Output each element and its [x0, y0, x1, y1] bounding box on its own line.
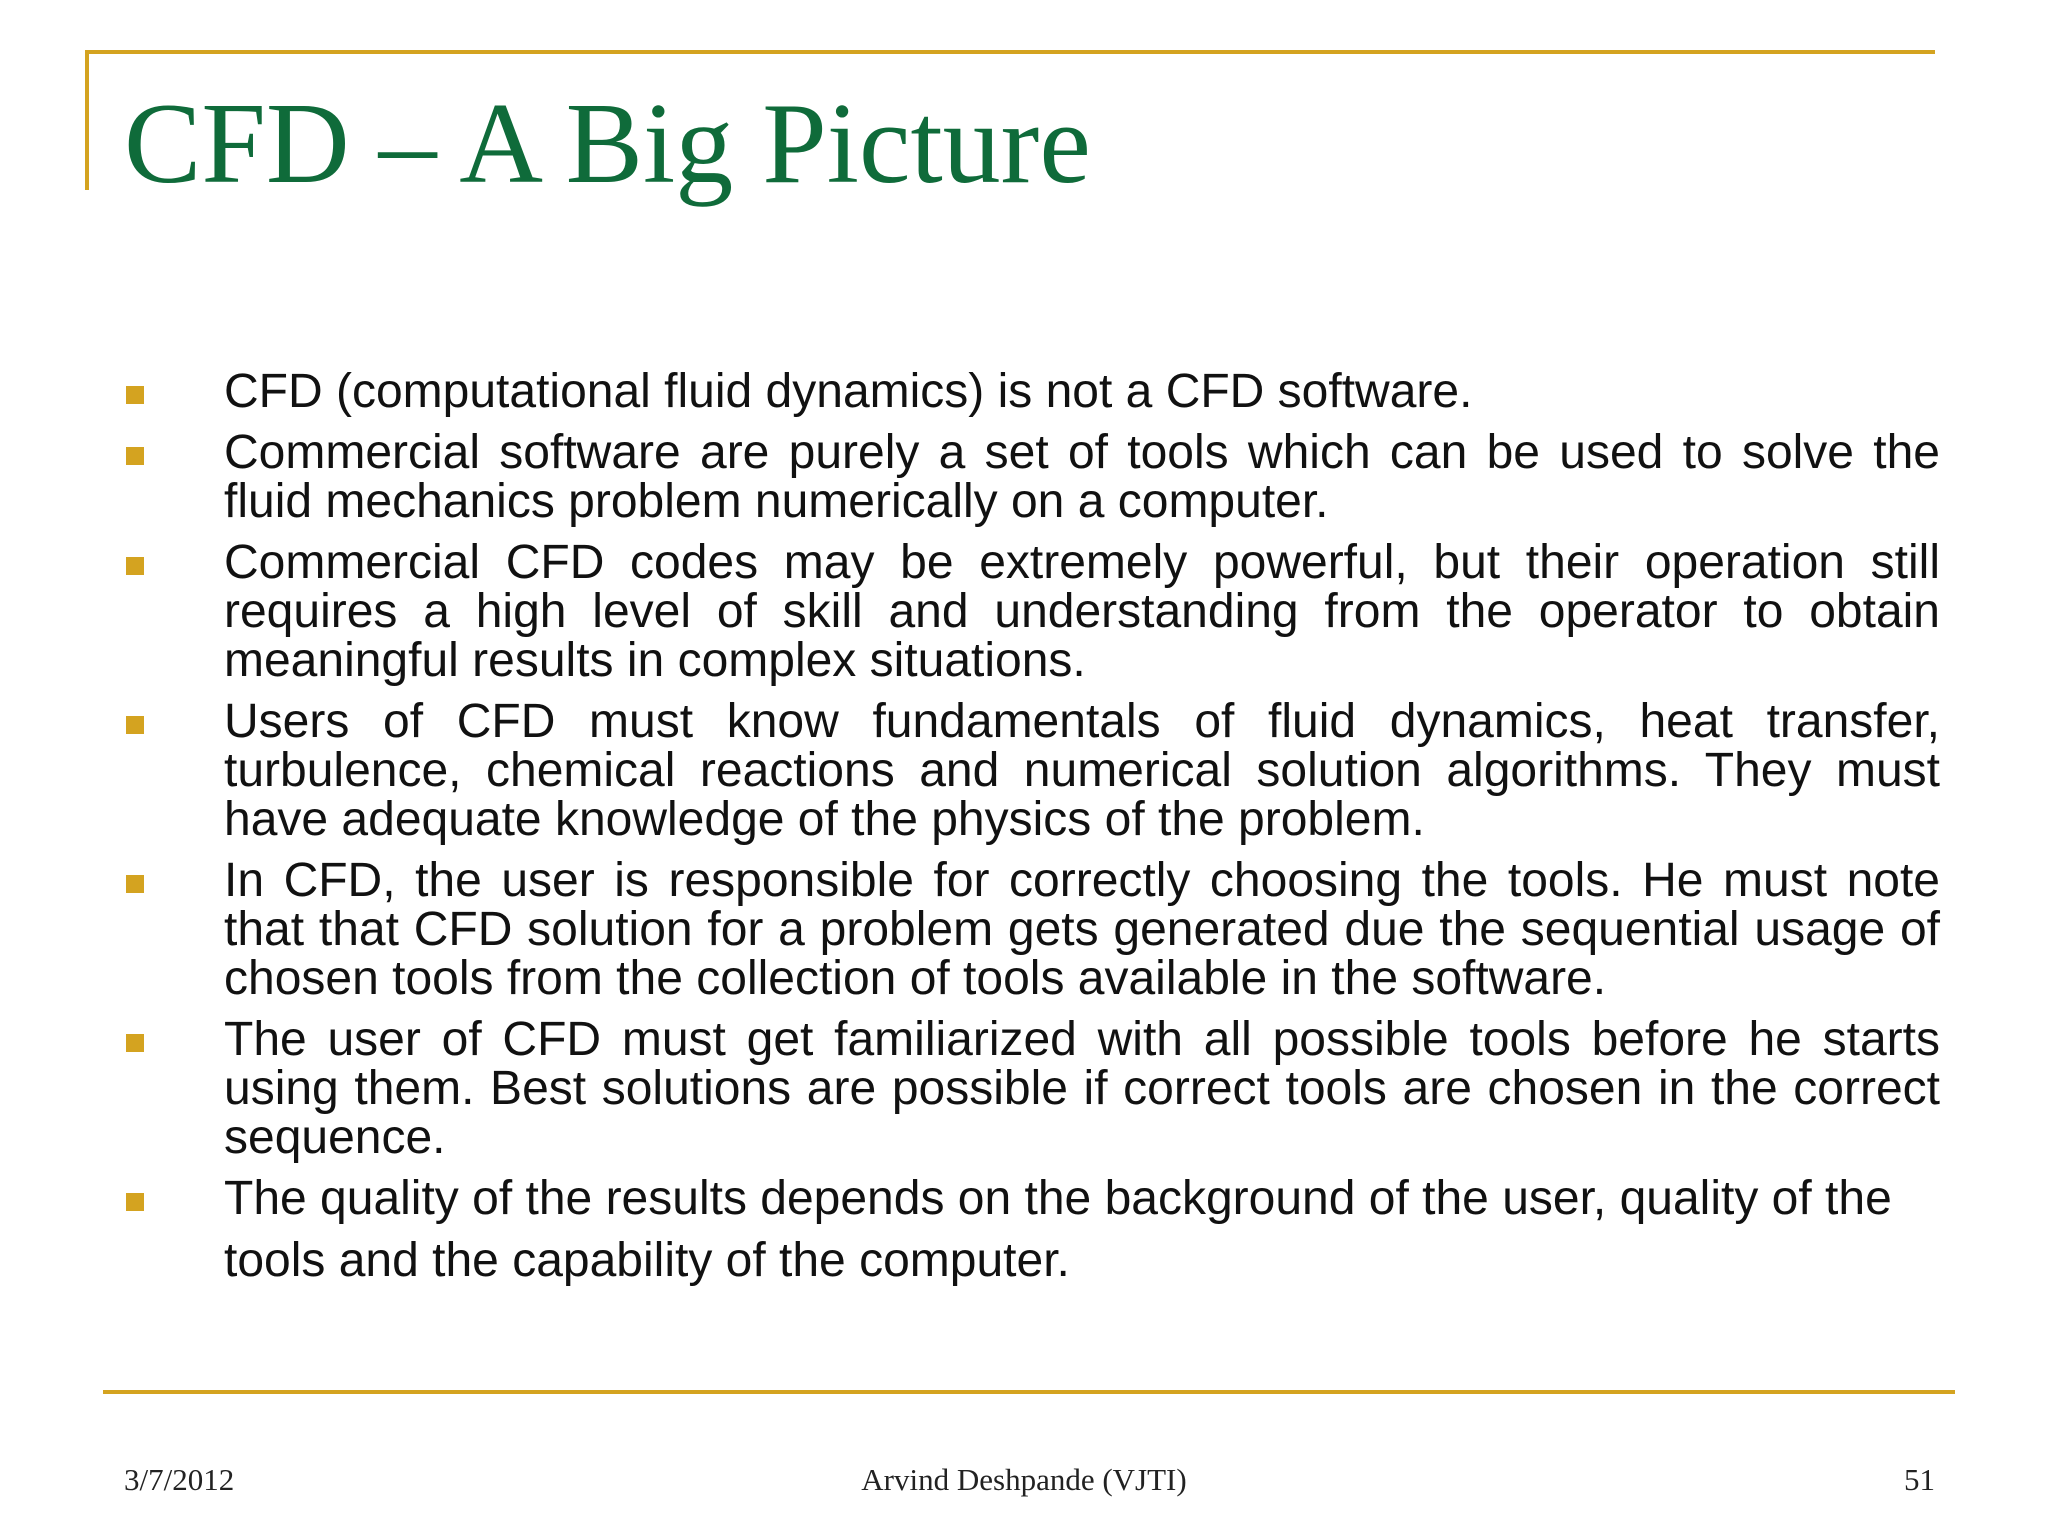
bullet-text: The user of CFD must get familiarized with all possible tools before he starts using them. Best solutions are possible if correct tools are chosen in the correct sequence.	[224, 1013, 1940, 1164]
square-bullet-icon	[126, 875, 144, 893]
bullet-text: The quality of the results depends on the background of the user, quality of the tools and the capability of the computer.	[224, 1172, 1892, 1287]
page-number: 51	[1904, 1462, 1935, 1497]
bullet-item	[124, 1015, 1940, 1162]
slide-title: CFD – A Big Picture	[124, 80, 1091, 208]
bullet-item	[124, 538, 1940, 685]
footer-date: 3/7/2012	[124, 1462, 235, 1497]
bullet-text: Commercial CFD codes may be extremely powerful, but their operation still requires a high level of skill and understanding from the operator to obtain meaningful results in complex situations.	[224, 536, 1940, 687]
square-bullet-icon	[126, 716, 144, 734]
title-frame-left-rule	[85, 50, 89, 190]
bullet-text: CFD (computational fluid dynamics) is not a CFD software.	[224, 365, 1473, 418]
bullet-item	[124, 697, 1940, 844]
bullet-text: In CFD, the user is responsible for correctly choosing the tools. He must note that that CFD solution for a problem gets generated due the sequential usage of chosen tools from the collection of tools available in the software.	[224, 854, 1940, 1005]
square-bullet-icon	[126, 447, 144, 465]
bullet-text: Users of CFD must know fundamentals of fluid dynamics, heat transfer, turbulence, chemical reactions and numerical solution algorithms. They must have adequate knowledge of the physics of the problem.	[224, 695, 1940, 846]
footer-author: Arvind Deshpande (VJTI)	[861, 1462, 1187, 1497]
bullet-text: Commercial software are purely a set of tools which can be used to solve the fluid mechanics problem numerically on a computer.	[224, 426, 1940, 528]
title-frame-top-rule	[85, 50, 1935, 54]
square-bullet-icon	[126, 386, 144, 404]
bullet-list	[124, 367, 1940, 1304]
bullet-item	[124, 428, 1940, 526]
bullet-item	[124, 367, 1940, 416]
square-bullet-icon	[126, 1193, 144, 1211]
bullet-item	[124, 1174, 1940, 1292]
square-bullet-icon	[126, 557, 144, 575]
bullet-item	[124, 856, 1940, 1003]
footer-rule	[103, 1390, 1955, 1394]
square-bullet-icon	[126, 1034, 144, 1052]
